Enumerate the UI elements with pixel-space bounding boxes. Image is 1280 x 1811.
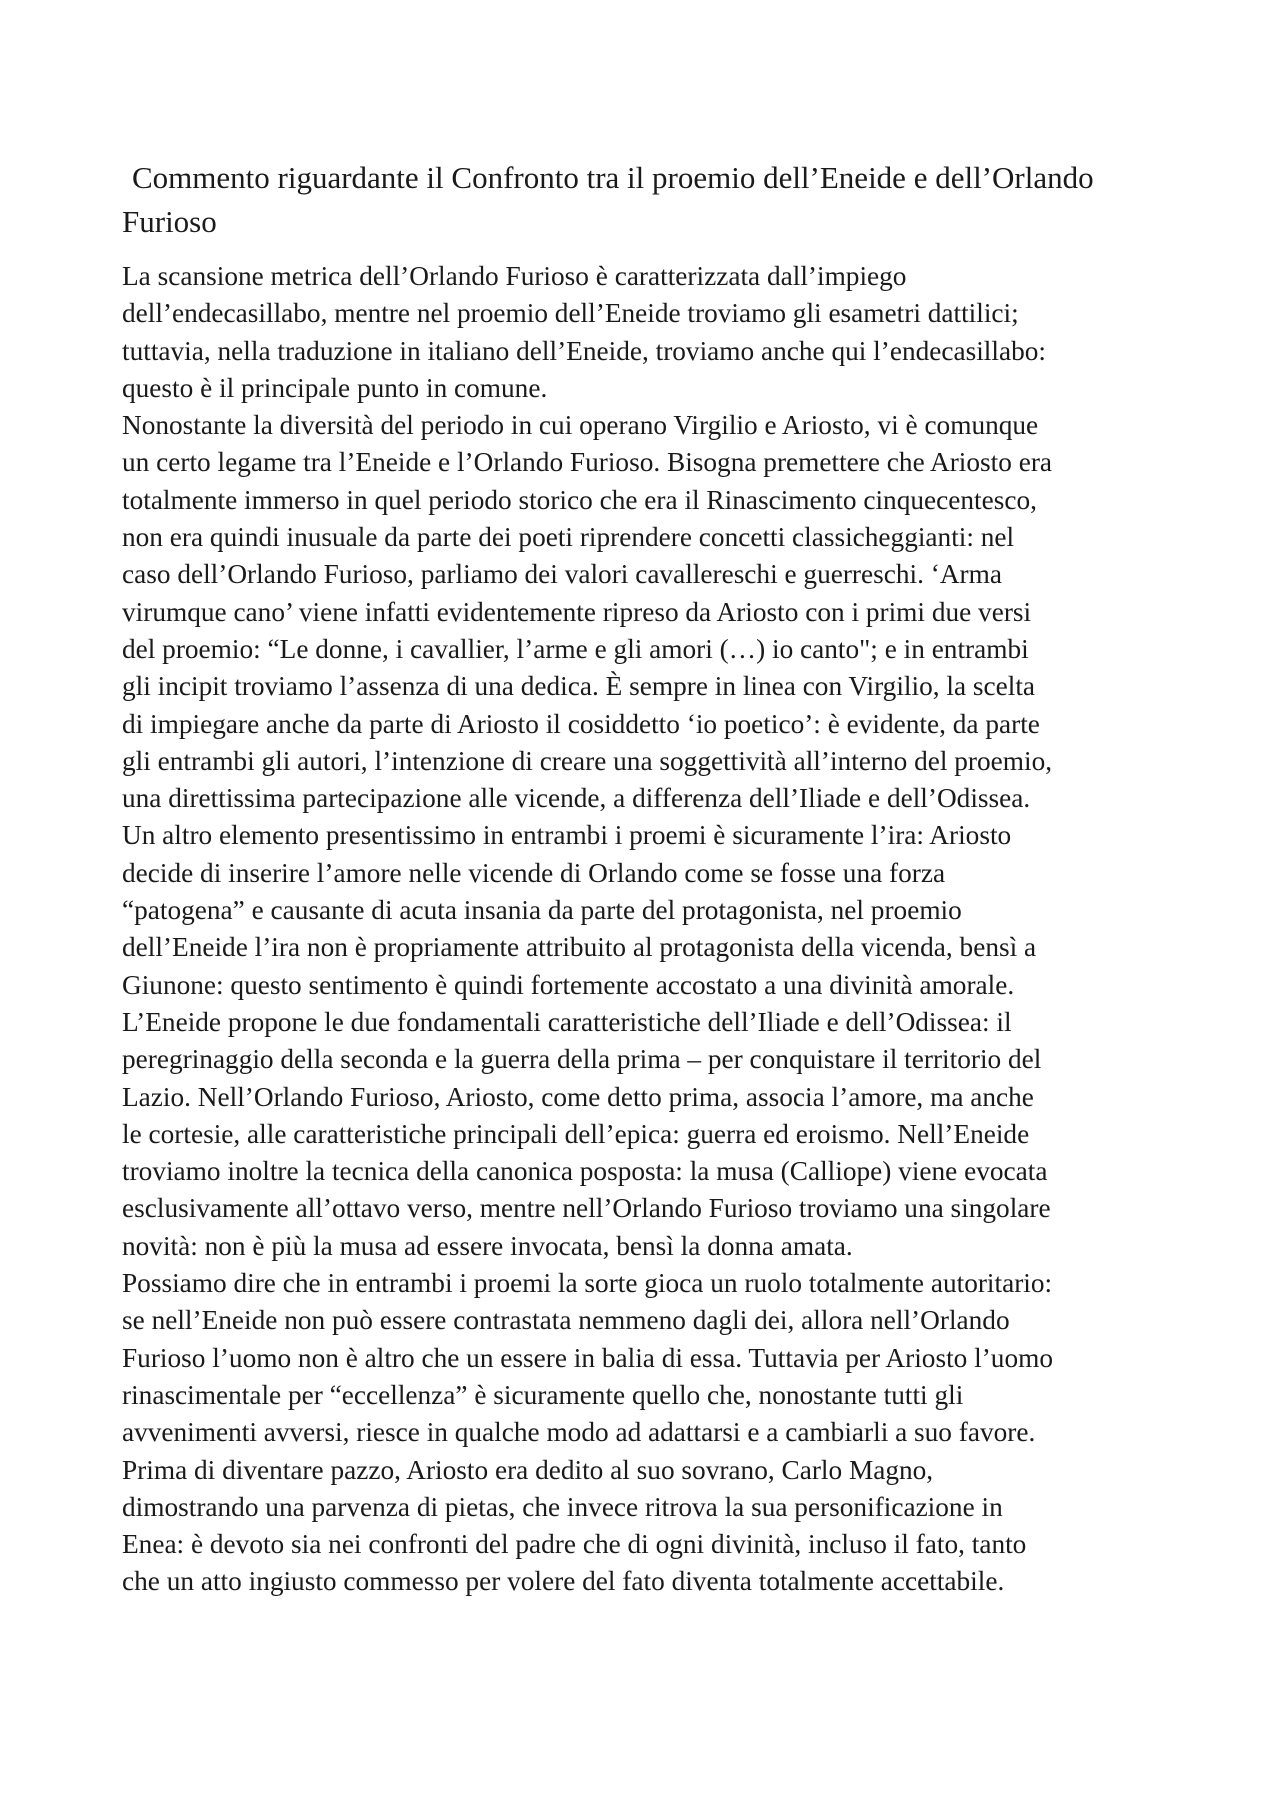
text-line: dimostrando una parvenza di pietas, che invece ritrova la sua personificazione in — [122, 1491, 1003, 1522]
text-line: avvenimenti avversi, riesce in qualche modo ad adattarsi e a cambiarli a suo favore. — [122, 1417, 1036, 1448]
text-line: se nell’Eneide non può essere contrastata nemmeno dagli dei, allora nell’Orlando — [122, 1305, 1010, 1336]
paragraph-1 — [122, 258, 1167, 407]
text-line: totalmente immerso in quel periodo storico che era il Rinascimento cinquecentesco, — [122, 484, 1037, 515]
text-line: le cortesie, alle caratteristiche principali dell’epica: guerra ed eroismo. Nell’Eneide — [122, 1118, 1030, 1149]
text-line: decide di inserire l’amore nelle vicende di Orlando come se fosse una forza — [122, 857, 946, 888]
text-line: Lazio. Nell’Orlando Furioso, Ariosto, come detto prima, associa l’amore, ma anche — [122, 1081, 1034, 1112]
text-line: Giunone: questo sentimento è quindi fortemente accostato a una divinità amorale. — [122, 969, 1015, 1000]
text-line: non era quindi inusuale da parte dei poeti riprendere concetti classicheggianti: nel — [122, 522, 1015, 553]
text-line: di impiegare anche da parte di Ariosto il cosiddetto ‘io poetico’: è evidente, da parte — [122, 708, 1040, 739]
document-title: Commento riguardante il Confronto tra il proemio dell’Eneide e dell’Orlando Furioso — [122, 160, 1094, 239]
text-line: L’Eneide propone le due fondamentali caratteristiche dell’Iliade e dell’Odissea: il — [122, 1006, 1012, 1037]
text-line: Enea: è devoto sia nei confronti del padre che di ogni divinità, incluso il fato, tanto — [122, 1529, 1027, 1560]
text-line: “patogena” e causante di acuta insania da parte del protagonista, nel proemio — [122, 895, 962, 926]
text-line: tuttavia, nella traduzione in italiano dell’Eneide, troviamo anche qui l’endecasillabo: — [122, 335, 1046, 366]
text-line: rinascimentale per “eccellenza” è sicuramente quello che, nonostante tutti gli — [122, 1379, 964, 1410]
text-line: questo è il principale punto in comune. — [122, 372, 548, 403]
document-content — [122, 156, 1167, 1601]
text-line: un certo legame tra l’Eneide e l’Orlando Furioso. Bisogna premettere che Ariosto era — [122, 447, 1053, 478]
text-line: Possiamo dire che in entrambi i proemi la sorte gioca un ruolo totalmente autoritario: — [122, 1268, 1053, 1299]
text-line: Furioso l’uomo non è altro che un essere in balia di essa. Tuttavia per Ariosto l’uomo — [122, 1342, 1053, 1373]
text-line: del proemio: “Le donne, i cavallier, l’arme e gli amori (…) io canto"; e in entrambi — [122, 633, 1029, 664]
text-line: novità: non è più la musa ad essere invocata, bensì la donna amata. — [122, 1230, 853, 1261]
text-line: una direttissima partecipazione alle vicende, a differenza dell’Iliade e dell’Odissea. — [122, 783, 1031, 814]
text-line: Un altro elemento presentissimo in entrambi i proemi è sicuramente l’ira: Ariosto — [122, 820, 1012, 851]
document-body — [122, 258, 1167, 1601]
text-line: troviamo inoltre la tecnica della canonica posposta: la musa (Calliope) viene evocata — [122, 1156, 1048, 1187]
text-line: dell’Eneide l’ira non è propriamente attribuito al protagonista della vicenda, bensì a — [122, 932, 1037, 963]
text-line: esclusivamente all’ottavo verso, mentre nell’Orlando Furioso troviamo una singolare — [122, 1193, 1051, 1224]
text-line: Prima di diventare pazzo, Ariosto era dedito al suo sovrano, Carlo Magno, — [122, 1454, 934, 1485]
text-line: La scansione metrica dell’Orlando Furioso è caratterizzata dall’impiego — [122, 261, 907, 291]
text-line: gli incipit troviamo l’assenza di una dedica. È sempre in linea con Virgilio, la scelta — [122, 671, 1036, 702]
text-line: Nonostante la diversità del periodo in cui operano Virgilio e Ariosto, vi è comunque — [122, 410, 1039, 441]
text-line: peregrinaggio della seconda e la guerra della prima – per conquistare il territorio del — [122, 1044, 1042, 1075]
paragraph-3 — [122, 1265, 1167, 1601]
text-line: virumque cano’ viene infatti evidentemente ripreso da Ariosto con i primi due versi — [122, 596, 1032, 627]
text-line: gli entrambi gli autori, l’intenzione di creare una soggettività all’interno del proemio, — [122, 745, 1053, 776]
paragraph-2 — [122, 407, 1167, 1265]
text-line: dell’endecasillabo, mentre nel proemio dell’Eneide troviamo gli esametri dattilici; — [122, 298, 1019, 329]
text-line: caso dell’Orlando Furioso, parliamo dei valori cavallereschi e guerreschi. ‘Arma — [122, 559, 1002, 590]
text-line: che un atto ingiusto commesso per volere del fato diventa totalmente accettabile. — [122, 1566, 1005, 1597]
